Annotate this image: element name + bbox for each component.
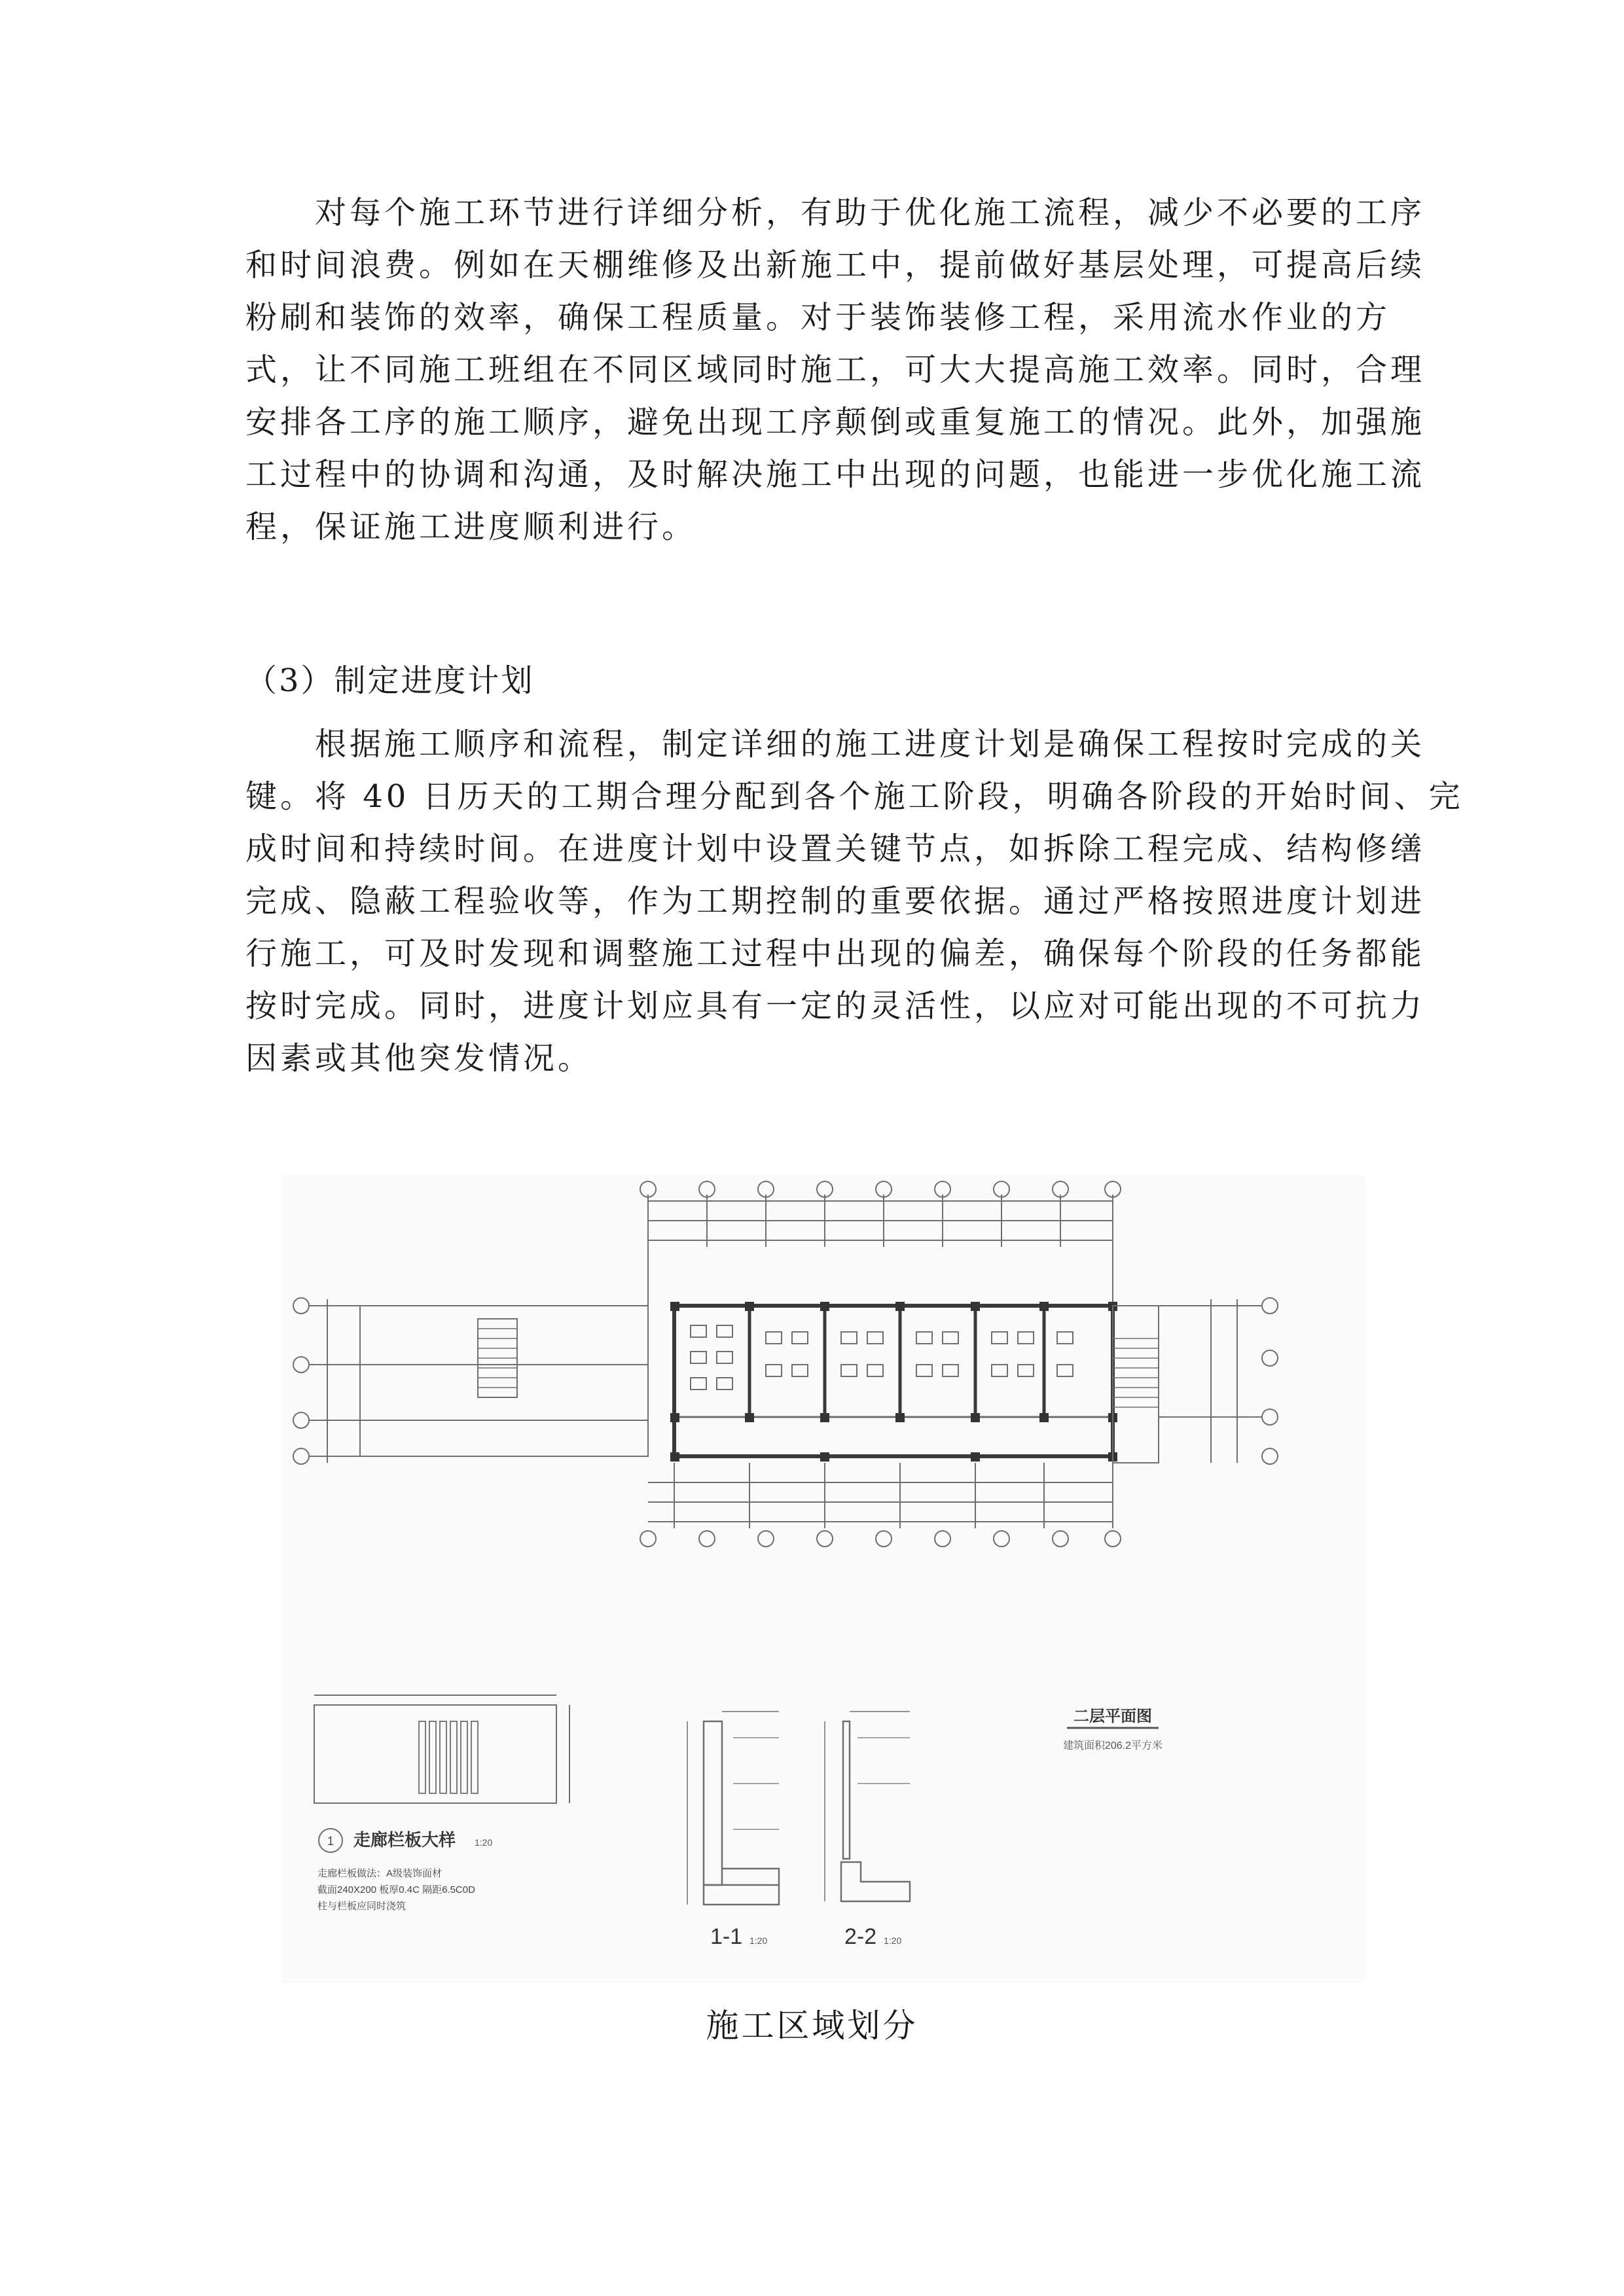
paragraph-construction-flow	[245, 187, 1426, 553]
plan-title: 二层平面图	[1074, 1708, 1152, 1725]
section-2-label: 2-2	[844, 1924, 877, 1949]
detail-note: 柱与栏板应同时浇筑	[317, 1901, 406, 1912]
paragraph-line: 因素或其他突发情况。	[245, 1040, 593, 1077]
detail-number: 1	[327, 1835, 334, 1848]
paragraph-line: 键。将 40 日历天的工期合理分配到各个施工阶段，明确各阶段的开始时间、完	[245, 778, 1464, 815]
detail-note: 截面240X200 板厚0.4C 隔距6.5C0D	[317, 1884, 475, 1895]
paragraph-line: 式，让不同施工班组在不同区域同时施工，可大大提高施工效率。同时，合理	[245, 351, 1426, 388]
section-1-label: 1-1	[710, 1924, 743, 1949]
paragraph-line: 程，保证施工进度顺利进行。	[245, 509, 697, 545]
paragraph-schedule-plan	[245, 718, 1464, 1085]
figure-caption: 施工区域划分	[706, 2007, 918, 2045]
section-2-scale: 1:20	[884, 1935, 902, 1946]
paragraph-line: 完成、隐蔽工程验收等，作为工期控制的重要依据。通过严格按照进度计划进	[245, 883, 1426, 920]
plan-note: 建筑面积206.2平方米	[1062, 1740, 1163, 1751]
paragraph-line: 对每个施工环节进行详细分析，有助于优化施工流程，减少不必要的工序	[315, 194, 1426, 231]
paragraph-line: 和时间浪费。例如在天棚维修及出新施工中，提前做好基层处理，可提高后续	[245, 247, 1426, 283]
detail-title: 走廊栏板大样	[353, 1830, 456, 1850]
paragraph-line: 行施工，可及时发现和调整施工过程中出现的偏差，确保每个阶段的任务都能	[245, 935, 1426, 972]
paragraph-line: 按时完成。同时，进度计划应具有一定的灵活性，以应对可能出现的不可抗力	[245, 988, 1426, 1024]
paragraph-line: 粉刷和装饰的效率，确保工程质量。对于装饰装修工程，采用流水作业的方	[245, 299, 1391, 336]
paragraph-line: 根据施工顺序和流程，制定详细的施工进度计划是确保工程按时完成的关	[315, 726, 1426, 762]
detail-scale: 1:20	[475, 1837, 493, 1848]
section-1-scale: 1:20	[749, 1935, 768, 1946]
section-heading: （3）制定进度计划	[245, 662, 535, 699]
paragraph-line: 工过程中的协调和沟通，及时解决施工中出现的问题，也能进一步优化施工流	[245, 456, 1426, 493]
architectural-drawing-figure	[281, 1175, 1365, 1983]
paragraph-line: 成时间和持续时间。在进度计划中设置关键节点，如拆除工程完成、结构修缮	[245, 831, 1426, 867]
paragraph-line: 安排各工序的施工顺序，避免出现工序颠倒或重复施工的情况。此外，加强施	[245, 404, 1426, 440]
detail-note: 走廊栏板做法：A级装饰面材	[317, 1868, 442, 1879]
